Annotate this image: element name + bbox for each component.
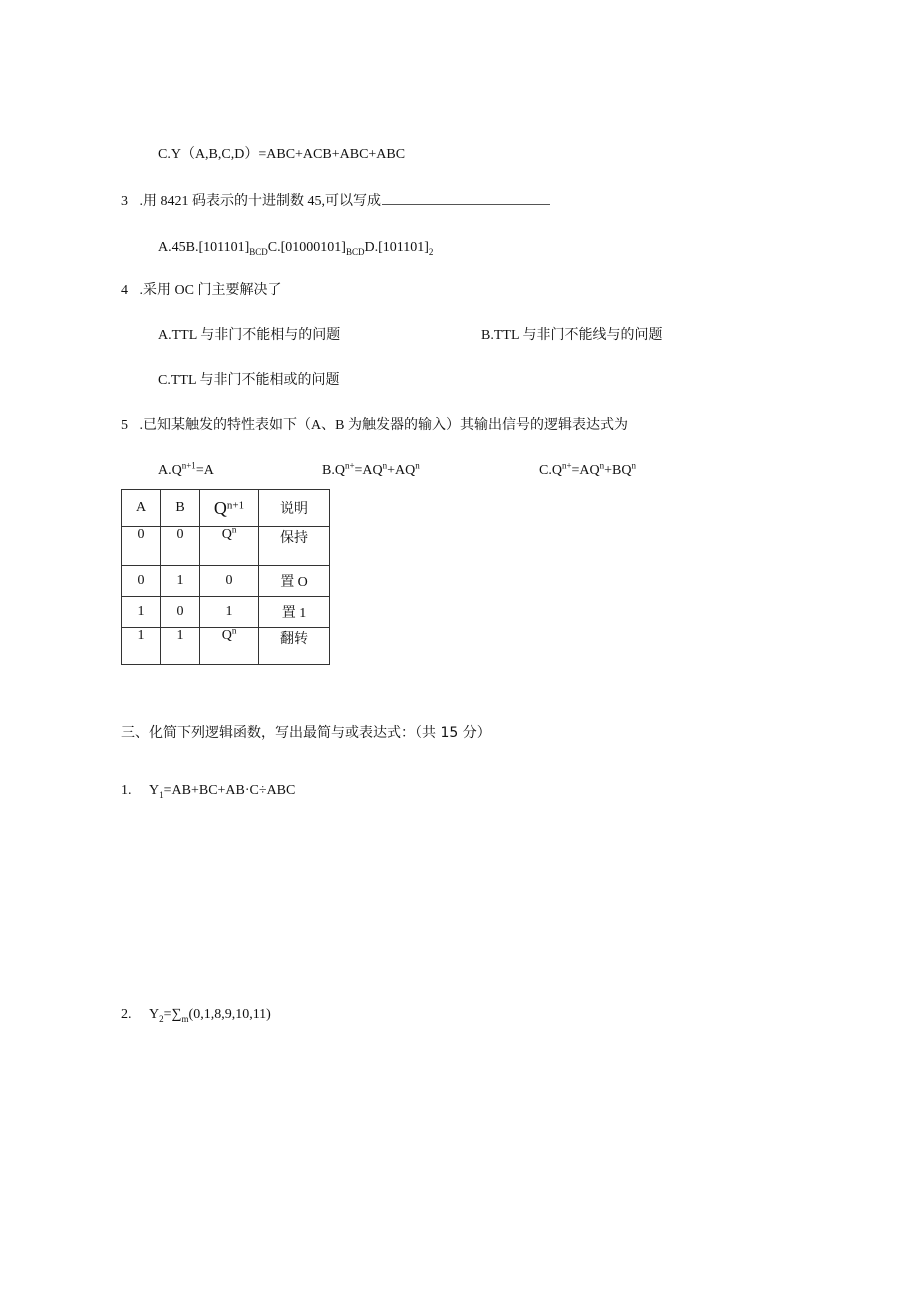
cell-q [200, 566, 259, 597]
cell-a: 1 [122, 628, 161, 665]
cell-q-letter: Q [221, 628, 232, 643]
cell-q-letter: 1 [225, 604, 233, 619]
question-3-text: .用 8421 码表示的十进制数 45,可以写成 [139, 194, 381, 209]
s3-question-1 [121, 782, 295, 800]
cell-desc: 置 1 [259, 597, 330, 628]
q2-option-c-prefix: C.Y（A,B,C,D） [158, 147, 259, 162]
s3-question-1-expr: =AB+BC+AB·C÷ABC [163, 783, 296, 798]
section-3-title: 三、化简下列逻辑函数，写出最简与或表达式：（共 15 分） [121, 725, 491, 741]
s3-question-2-number: 2. [121, 1007, 132, 1022]
q2-option-c [158, 146, 405, 164]
cell-desc: 置 O [259, 566, 330, 597]
table-row [122, 527, 330, 566]
cell-b: 1 [161, 628, 200, 665]
table-header-row [122, 490, 330, 527]
cell-q [200, 597, 259, 628]
header-q-sup: n+1 [226, 498, 245, 511]
s3-question-1-sub: 1 [159, 789, 164, 800]
cell-q-letter: Q [221, 527, 232, 542]
q5-option-c-pre: C.Q [539, 463, 562, 478]
q3-option-d: D.[101101] [364, 240, 429, 255]
binary-subscript: 2 [428, 246, 434, 257]
q5-option-a [158, 462, 214, 480]
s3-question-2-sum: =∑ [163, 1007, 182, 1022]
bcd-subscript: BCD [345, 246, 365, 257]
s3-question-2-sub-m: m [181, 1013, 189, 1024]
answer-blank [382, 193, 550, 205]
table-row [122, 597, 330, 628]
q3-option-c: C.[01000101] [267, 240, 346, 255]
q5-option-c-sup2: n [599, 460, 605, 471]
q5-option-c-mid: =AQ [571, 463, 600, 478]
question-5 [121, 417, 628, 435]
q5-option-b-sup: n+ [344, 460, 355, 471]
q5-option-a-post: =A [195, 463, 214, 478]
q2-option-c-expr: =ABC+ACB+ABC+ABC [258, 147, 406, 162]
q3-option-ab: A.45B.[101101] [158, 240, 250, 255]
cell-q-sup: n [231, 524, 237, 535]
cell-a: 0 [122, 527, 161, 566]
question-5-number: 5 [121, 418, 128, 433]
q5-option-a-pre: A.Q [158, 463, 182, 478]
question-4-text: .采用 OC 门主要解决了 [139, 283, 282, 298]
cell-q [200, 625, 259, 665]
s3-question-2-y: Y [149, 1007, 160, 1022]
q5-option-b-mid: =AQ [354, 463, 383, 478]
header-desc: 说明 [259, 490, 330, 527]
q4-option-c: C.TTL 与非门不能相或的问题 [158, 373, 340, 388]
question-5-text: .已知某触发的特性表如下（A、B 为触发器的输入）其输出信号的逻辑表达式为 [139, 418, 628, 433]
s3-question-2 [121, 1006, 271, 1024]
q4-option-a: A.TTL 与非门不能相与的问题 [158, 328, 341, 343]
q5-option-c-mid2: +BQ [604, 463, 632, 478]
header-b: B [161, 490, 200, 527]
cell-q-sup: n [231, 625, 237, 636]
cell-a: 1 [122, 597, 161, 628]
cell-desc: 保持 [259, 527, 330, 566]
q5-option-b-pre: B.Q [322, 463, 345, 478]
q5-option-c-sup3: n [631, 460, 636, 471]
bcd-subscript: BCD [249, 246, 268, 257]
s3-question-1-number: 1. [121, 783, 132, 798]
cell-b: 0 [161, 597, 200, 628]
characteristic-table [121, 489, 330, 665]
q5-option-b-sup3: n [415, 460, 420, 471]
cell-a: 0 [122, 566, 161, 597]
cell-q-letter: 0 [225, 573, 233, 588]
cell-b: 1 [161, 566, 200, 597]
header-q [200, 490, 259, 527]
cell-q [200, 524, 259, 566]
q5-option-a-sup: n+1 [181, 460, 196, 471]
q5-option-b-mid2: +AQ [387, 463, 416, 478]
header-q-letter: Q [213, 497, 227, 518]
q4-option-b: B.TTL 与非门不能线与的问题 [481, 328, 663, 343]
question-3 [121, 193, 550, 211]
table-row [122, 628, 330, 665]
s3-question-1-y: Y [149, 783, 160, 798]
cell-b: 0 [161, 527, 200, 566]
s3-question-2-sub: 2 [159, 1013, 164, 1024]
question-4-number: 4 [121, 283, 128, 298]
s3-question-2-expr: (0,1,8,9,10,11) [188, 1007, 271, 1022]
q5-option-c-sup: n+ [561, 460, 572, 471]
cell-desc: 翻转 [259, 628, 330, 665]
q5-option-b-sup2: n [382, 460, 388, 471]
question-3-number: 3 [121, 194, 128, 209]
header-a: A [122, 490, 161, 527]
q5-option-b [322, 462, 420, 480]
table-row [122, 566, 330, 597]
question-4 [121, 282, 281, 300]
q5-option-c [539, 462, 636, 480]
question-3-options [158, 239, 433, 257]
